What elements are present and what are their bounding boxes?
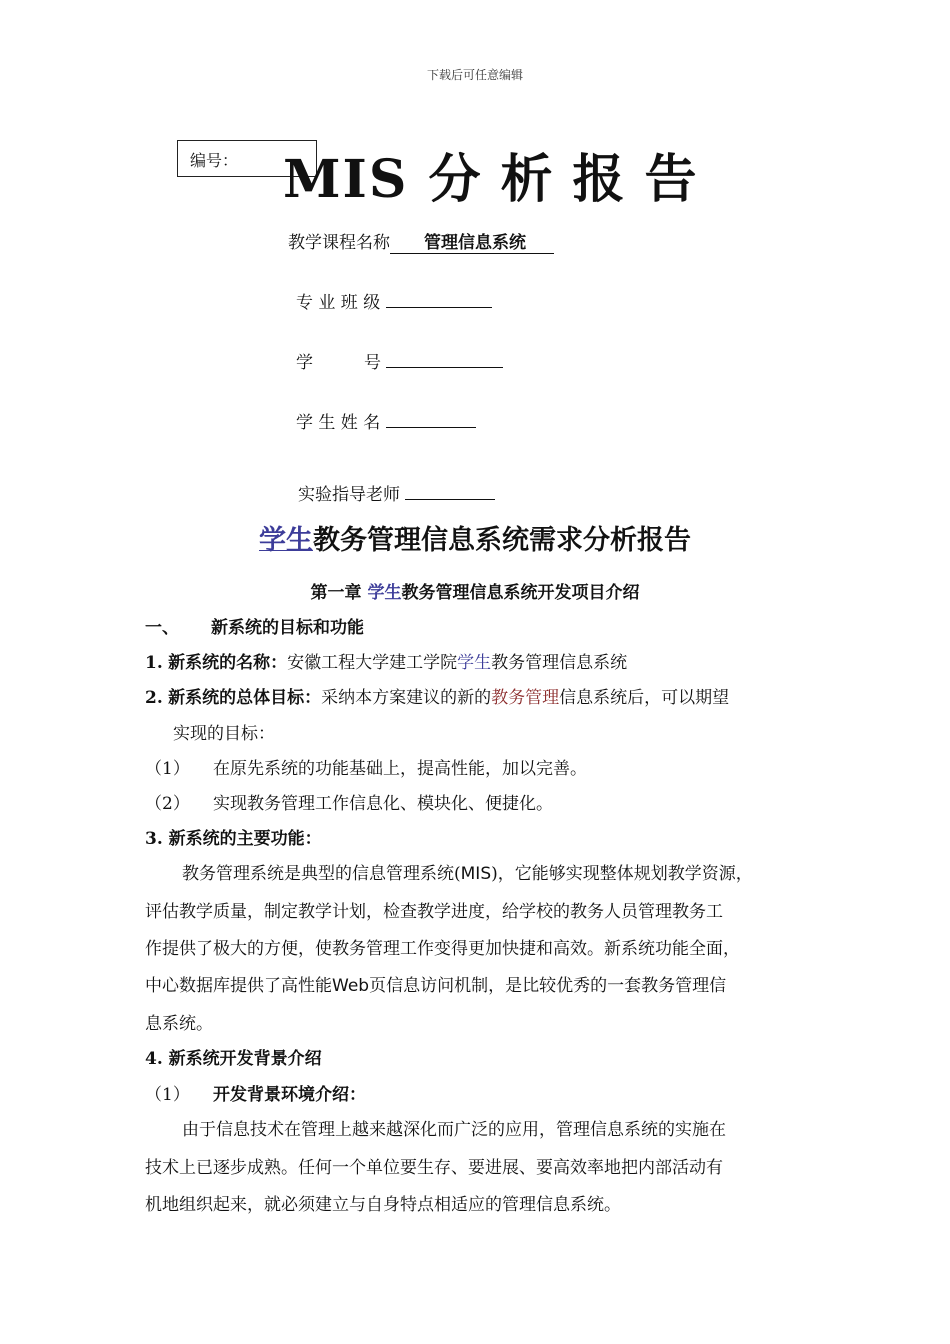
sub-item-number: （1）: [145, 759, 190, 779]
para1-line3: 作提供了极大的方便，使教务管理工作变得更加快捷和高效。新系统功能全面，: [145, 939, 740, 959]
major-field: [296, 288, 492, 313]
section-heading: [145, 613, 364, 638]
para2-line1: 由于信息技术在管理上越来越深化而广泛的应用，管理信息系统的实施在: [182, 1120, 726, 1140]
sub-item-1: [145, 754, 587, 779]
item-label: 新系统的总体目标：: [168, 688, 322, 708]
major-blank: [386, 290, 492, 308]
item-number: 4.: [145, 1049, 163, 1069]
major-label: 专 业 班 级: [296, 293, 381, 313]
teacher-label: 实验指导老师: [298, 485, 400, 505]
para1-text: )，它能够实现整体规划教学资源，: [491, 864, 753, 884]
document-title: [0, 518, 950, 557]
item-text: 安徽工程大学建工学院: [287, 653, 458, 673]
teacher-field: [298, 480, 495, 505]
para1-text: 页信息访问机制，是比较优秀的一套教务管理信: [369, 976, 727, 996]
item-number: 3.: [145, 829, 163, 849]
item-highlight: 教务管理: [491, 688, 560, 708]
item-system-name: [145, 648, 627, 673]
section-number: 一、: [145, 618, 179, 638]
item-label: 新系统的名称：: [168, 653, 288, 673]
item-overall-goal: [145, 683, 729, 708]
item-number: 2.: [145, 688, 163, 708]
para1-mis: MIS: [460, 864, 492, 884]
item-overall-goal-cont: 实现的目标：: [173, 724, 275, 744]
para1-web: Web: [332, 976, 370, 996]
section-title: 新系统的目标和功能: [211, 618, 364, 638]
student-name-label: 学 生 姓 名: [296, 413, 381, 433]
item-text: 采纳本方案建议的新的: [321, 688, 492, 708]
item-highlight: 学生: [457, 653, 492, 673]
para1-text: 教务管理系统是典型的信息管理系统(: [182, 864, 461, 884]
para1-line4: [145, 971, 726, 996]
para1-line5: 息系统。: [145, 1014, 213, 1034]
item-text-post: 教务管理信息系统: [491, 653, 628, 673]
student-id-blank: [386, 350, 503, 368]
student-id-label: 学 号: [296, 353, 381, 373]
sub-item-number: （2）: [145, 794, 190, 814]
report-main-title: [283, 149, 717, 210]
course-field: [288, 228, 554, 254]
sub-item-number: （1）: [145, 1085, 190, 1105]
item-label: 新系统开发背景介绍: [168, 1049, 322, 1069]
sub-item-text: 在原先系统的功能基础上，提高性能，加以完善。: [213, 759, 587, 779]
sub-item-text: 开发背景环境介绍：: [213, 1085, 366, 1105]
chapter-prefix: 第一章: [310, 583, 362, 603]
sub-item-text: 实现教务管理工作信息化、模块化、便捷化。: [213, 794, 553, 814]
chapter-rest: 教务管理信息系统开发项目介绍: [401, 583, 640, 603]
para1-text: 中心数据库提供了高性能: [145, 976, 332, 996]
para1-line1: [182, 859, 753, 884]
item-background: [145, 1044, 322, 1069]
student-name-blank: [386, 410, 476, 428]
teacher-blank: [405, 482, 495, 500]
course-label: 教学课程名称: [288, 233, 390, 253]
para1-line2: 评估教学质量，制定教学计划，检查教学进度，给学校的教务人员管理教务工: [145, 902, 723, 922]
report-title-cn: 分析报告: [428, 149, 717, 210]
student-name-field: [296, 408, 476, 433]
item-label: 新系统的主要功能：: [168, 829, 322, 849]
item-number: 1.: [145, 653, 163, 673]
student-id-field: [296, 348, 503, 373]
sub-item-3: [145, 1080, 366, 1105]
serial-number-label: 编号：: [190, 151, 239, 170]
item-main-functions: [145, 824, 322, 849]
chapter-highlight: 学生: [367, 583, 402, 603]
page-header-note: 下载后可任意编辑: [426, 68, 523, 82]
course-value: 管理信息系统: [390, 228, 554, 254]
para2-line3: 机地组织起来，就必须建立与自身特点相适应的管理信息系统。: [145, 1195, 621, 1215]
document-title-rest: 教务管理信息系统需求分析报告: [313, 525, 691, 556]
item-text-post: 信息系统后，可以期望: [559, 688, 730, 708]
sub-item-2: [145, 789, 553, 814]
document-title-link[interactable]: 学生: [259, 525, 313, 556]
report-title-en: MIS: [283, 149, 409, 210]
para2-line2: 技术上已逐步成熟。任何一个单位要生存、要进展、要高效率地把内部活动有: [145, 1158, 723, 1178]
chapter-heading: [0, 578, 950, 603]
